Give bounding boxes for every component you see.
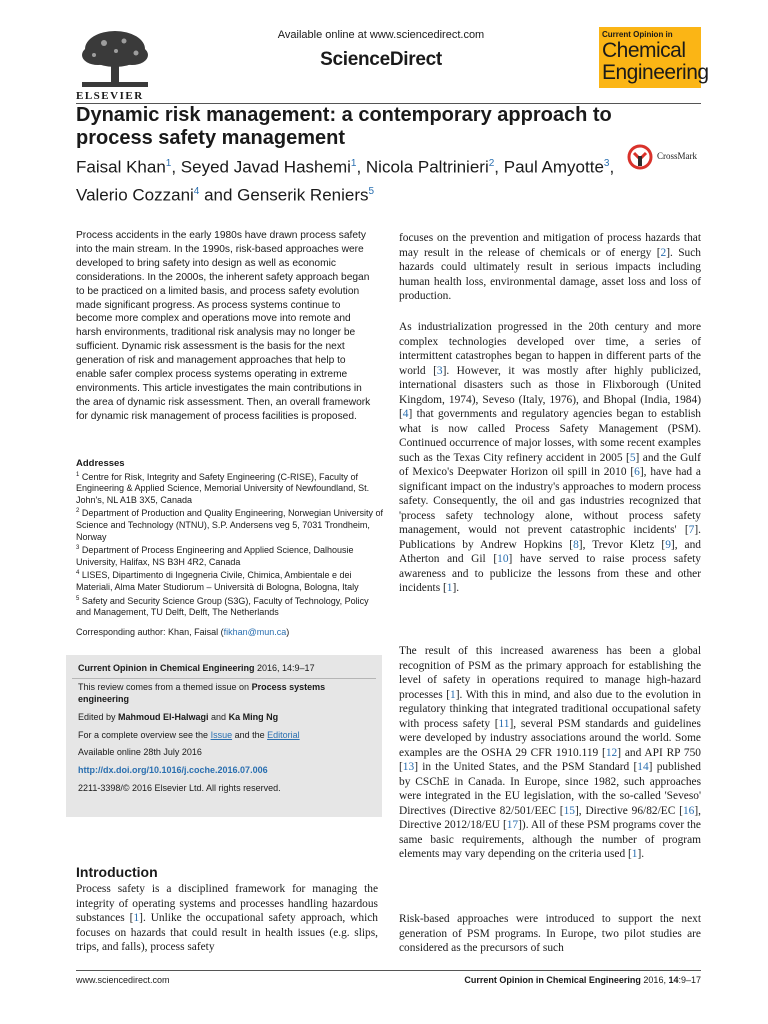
citation-link[interactable]: 6 — [634, 466, 640, 478]
introduction-heading: Introduction — [76, 864, 158, 880]
citation-link[interactable]: 5 — [629, 451, 636, 464]
author-affiliation-marker[interactable]: 3 — [603, 158, 610, 169]
sciencedirect-brand[interactable]: ScienceDirect — [320, 49, 442, 70]
journal-cover-subtitle: Current Opinion in — [602, 30, 673, 39]
author-name: Nicola Paltrinieri — [365, 157, 489, 177]
info-citation: Current Opinion in Chemical Engineering 2016, 14:9–17 — [78, 663, 315, 673]
citation-link[interactable]: 9 — [665, 538, 671, 551]
citation-link[interactable]: 2 — [660, 246, 667, 259]
address-number: 4 — [76, 570, 80, 577]
info-available-date: Available online 28th July 2016 — [78, 747, 202, 757]
author-affiliation-marker[interactable]: 4 — [193, 185, 200, 197]
address-number: 5 — [76, 595, 80, 602]
body-paragraph-3: The result of this increased awareness has been a global recognition of PSM as the primary approach for establishing the level of safety in operations required to manage high-hazard processes [1]. With this in mind, and also due to the evolution in regulatory thinking that integrated traditional occupational safety with process safety [11], several PSM standards and guidelines were developed by industry associations around the world. Some examples are the OSHA 29 CFR 1910.119 [12] and API RP 750 [13] in the United States, and the PSM Standard [14] published by CSChE in Canada. In Europe, since 1982, such approaches were integrated in the EU legislation, with the so-called 'Seveso' Directives (Directive 82/501/EEC [15], Directive 96/82/EC [16], Directive 2012/18/EU [17]). All of these PSM programs cover the same basic requirements, although the number of program elements may vary depending on the criteria used [1]. — [399, 645, 702, 860]
citation-link[interactable]: 7 — [688, 524, 695, 536]
info-copyright: 2211-3398/© 2016 Elsevier Ltd. All rights reserved. — [78, 783, 281, 793]
body-paragraph-4: Risk-based approaches were introduced to support the next generation of PSM programs. In Europe, two pilot studies are considered as the precursors of such — [399, 913, 701, 954]
body-paragraph-2: As industrialization progressed in the 20th century and more complex technologies developed over time, a series of intermittent catastrophes began to happen in different parts of the world [3]. However, it was mostly after highly publicized, international disasters such as those in Flixborough (United Kingdom, 1974), Seveso (Italy, 1976), and Bhopal (India, 1984) [4] that governments and regulatory agencies began to establish what is now called Process Safety Management (PSM). Continued occurrence of major losses, with some recent examples such as the Texas City refinery accident in 2005 [5] and the Gulf of Mexico's Deepwater Horizon oil spill in 2010 [6], have had a significant impact on the industry's approaches to modern process safety. Consequently, the oil and gas industries recognized that 'process safety technology alone, without process safety management, would not prevent catastrophic incidents' [7]. Publications by Andrew Hopkins [8], Trevor Kletz [9], and Atherton and Gil [10] have served to raise process safety awareness and to publicize the lessons from these and other incidents [1]. — [399, 321, 701, 594]
citation-link[interactable]: 1 — [450, 688, 456, 701]
address-item: $^3$ Department of Process Engineering and Applied Science, Dalhousie University, Halifax, NS B3H 4R2, Canada — [76, 545, 354, 567]
journal-cover-line2: Engineering — [602, 61, 709, 84]
citation-link[interactable]: 13 — [402, 761, 415, 773]
citation-link[interactable]: 1 — [133, 912, 140, 925]
citation-link[interactable]: 10 — [497, 553, 509, 565]
address-number: 1 — [76, 471, 80, 478]
addresses-block — [76, 458, 386, 619]
info-themed-issue: This review comes from a themed issue on Process systems engineering — [78, 682, 326, 704]
doi-link[interactable]: http://dx.doi.org/10.1016/j.coche.2016.07.006 — [78, 765, 268, 775]
citation-link[interactable]: 16 — [682, 804, 695, 817]
citation-link[interactable]: 17 — [506, 819, 519, 831]
article-info-box — [66, 655, 382, 817]
citation-link[interactable]: 12 — [605, 746, 618, 759]
address-item: $^4$ LISES, Dipartimento di Ingegneria Civile, Chimica, Ambientale e dei Materiali, Alma Mater Studiorum – Università di Bologna, Bologna, Italy — [76, 570, 359, 592]
address-number: 2 — [76, 508, 80, 515]
author-name: Genserik Reniers — [237, 185, 369, 205]
info-divider — [72, 678, 376, 679]
footer-site[interactable]: www.sciencedirect.com — [76, 975, 170, 985]
address-list — [76, 470, 386, 619]
footer-citation: Current Opinion in Chemical Engineering 2016, 14:9–17 — [464, 975, 701, 985]
publisher-name: ELSEVIER — [76, 90, 144, 102]
citation-link[interactable]: 1 — [446, 582, 453, 594]
author-list: Faisal Khan$^1$, Seyed Javad Hashemi$^1$, Nicola Paltrinieri$^2$, Paul Amyotte$^3$, Valerio Cozzani$^4$ and Genserik Reniers$^5$ — [76, 157, 615, 205]
corresponding-author-label: Corresponding author: Khan, Faisal ( — [76, 627, 224, 637]
issue-link[interactable]: Issue — [210, 730, 233, 740]
address-number: 3 — [76, 545, 80, 552]
address-item: $^2$ Department of Production and Quality Engineering, Norwegian University of Science and Technology (NTNU), S.P. Andersens veg 5, 7031 Trondheim, Norway — [76, 508, 384, 542]
journal-cover-line1: Chemical — [602, 39, 686, 62]
article-title: Dynamic risk management: a contemporary approach to process safety management — [76, 104, 612, 149]
corresponding-author-email[interactable]: fikhan@mun.ca — [223, 627, 287, 637]
corresponding-author: Corresponding author: Khan, Faisal (fikhan@mun.ca) — [76, 627, 290, 637]
author-name: Paul Amyotte — [503, 157, 604, 177]
abstract: Process accidents in the early 1980s have drawn process safety into the main stream. In the 1990s, risk-based approaches were developed to bring safety into design as well as economic considerations. In the 2000s, the inherent safety approach began to be practiced on a limited basis, and process safety evolution made significant progress. As process systems continue to become more complex and operations move into remote and harsh environments, traditional risk analysis may no longer be sufficient. Dynamic risk assessment is the basis for the next generation of risk and management approaches that help to enable safer complex process systems operating in extreme environments. This article investigates the main contributions in the area of dynamic risk assessment. Then, an overall framework for dynamic risk management of process facilities is proposed. — [76, 230, 371, 422]
author-affiliation-marker[interactable]: 2 — [488, 158, 495, 169]
crossmark-label[interactable]: CrossMark — [657, 151, 697, 161]
editorial-link[interactable]: Editorial — [267, 730, 300, 740]
citation-link[interactable]: 3 — [436, 364, 443, 377]
citation-link[interactable]: 1 — [631, 848, 638, 860]
body-paragraph-1: focuses on the prevention and mitigation of process hazards that may result in the release of chemicals or of energy [2]. Such hazards could ultimately result in serious impacts including human health loss, environmental damage, asset loss and loss of production. — [399, 232, 701, 302]
available-online-text[interactable]: Available online at www.sciencedirect.com — [277, 29, 485, 41]
info-editors: Edited by Mahmoud El-Halwagi and Ka Ming Ng — [78, 712, 279, 722]
addresses-heading: Addresses — [76, 458, 125, 469]
author-name: Valerio Cozzani — [76, 185, 194, 205]
citation-link[interactable]: 15 — [563, 804, 575, 817]
citation-link[interactable]: 8 — [573, 538, 579, 551]
citation-link[interactable]: 11 — [498, 717, 510, 730]
author-name: Seyed Javad Hashemi — [180, 157, 351, 177]
journal-cover[interactable] — [599, 27, 709, 88]
author-affiliation-marker[interactable]: 1 — [350, 158, 357, 169]
info-overview: For a complete overview see the Issue and the Editorial — [78, 730, 300, 740]
footer-divider — [76, 970, 701, 971]
introduction-paragraph: Process safety is a disciplined framework for managing the integrity of operating systems and processes handling hazardous substances [1]. Unlike the occupational safety approach, which focuses on hazards that could result in health issues (e.g. slips, trips, and falls), process safety — [76, 883, 378, 954]
elsevier-tree-logo — [76, 27, 154, 89]
address-item: $^1$ Centre for Risk, Integrity and Safety Engineering (C-RISE), Faculty of Engineering & Applied Science, Memorial University of Newfoundland, St. John's, NL A1B 3X5, Canada — [76, 471, 370, 505]
author-affiliation-marker[interactable]: 1 — [165, 158, 172, 169]
citation-link[interactable]: 14 — [637, 761, 649, 773]
author-affiliation-marker[interactable]: 5 — [368, 185, 375, 197]
citation-link[interactable]: 4 — [402, 408, 409, 420]
address-item: $^5$ Safety and Security Science Group (S3G), Faculty of Technology, Policy and Management, TU Delft, Delft, The Netherlands — [76, 595, 369, 618]
author-name: Faisal Khan — [76, 157, 166, 177]
